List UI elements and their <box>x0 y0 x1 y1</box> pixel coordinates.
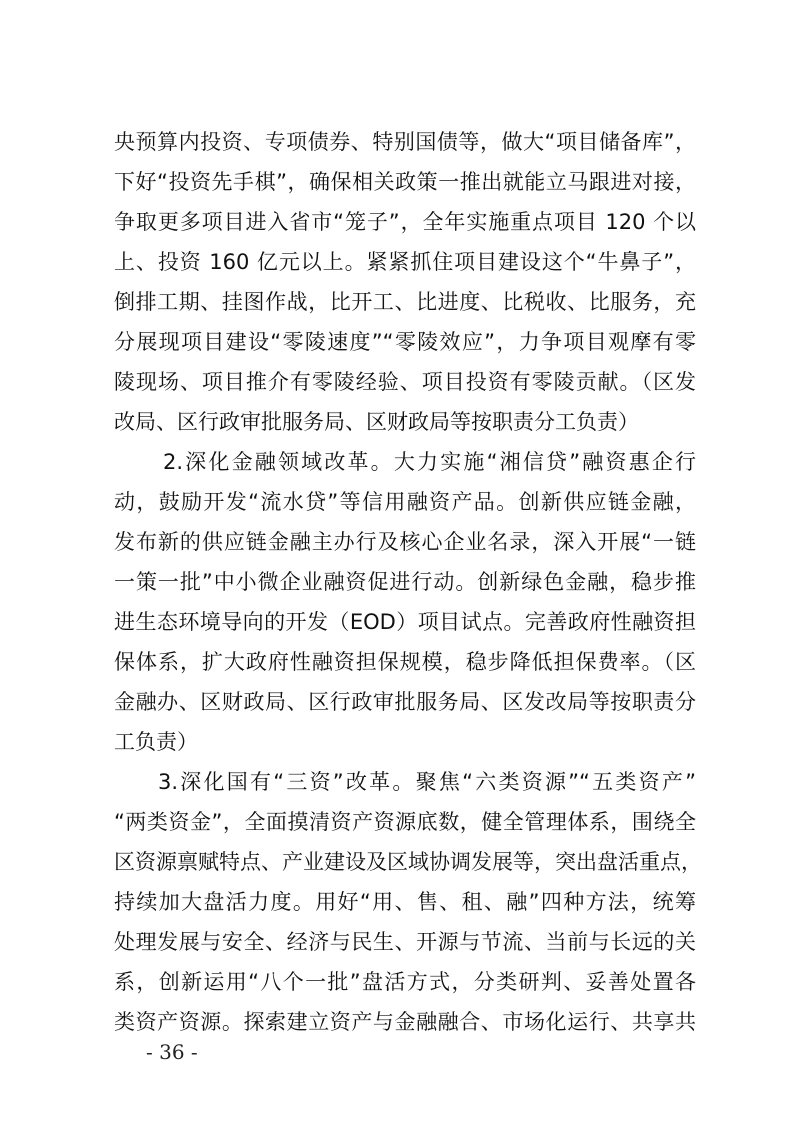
paragraph-line-16: 工负责） <box>114 730 198 754</box>
paragraph-line-8: 改局、区行政审批服务局、区财政局等按职责分工负责） <box>114 410 639 434</box>
paragraph-line-5: 倒排工期、挂图作战，比开工、比进度、比税收、比服务，充 <box>114 290 696 314</box>
paragraph-line-1: 央预算内投资、专项债券、特别国债等，做大“项目储备库”， <box>114 130 696 154</box>
paragraph-line-14: 保体系，扩大政府性融资担保规模，稳步降低担保费率。（区 <box>114 650 696 674</box>
paragraph-line-22: 系，创新运用“八个一批”盘活方式，分类研判、妥善处置各 <box>114 970 696 994</box>
section-2-heading-line: 2.深化金融领域改革。大力实施“湘信贷”融资惠企行 <box>163 450 696 474</box>
paragraph-line-21: 处理发展与安全、经济与民生、开源与节流、当前与长远的关 <box>114 930 696 954</box>
paragraph-line-13: 进生态环境导向的开发（EOD）项目试点。完善政府性融资担 <box>114 610 696 634</box>
paragraph-line-20: 持续加大盘活力度。用好“用、售、租、融”四种方法，统筹 <box>114 890 696 914</box>
paragraph-line-2: 下好“投资先手棋”，确保相关政策一推出就能立马跟进对接， <box>114 170 696 194</box>
paragraph-line-15: 金融办、区财政局、区行政审批服务局、区发改局等按职责分 <box>114 690 696 714</box>
paragraph-line-4: 上、投资 160 亿元以上。紧紧抓住项目建设这个“牛鼻子”， <box>114 250 696 274</box>
paragraph-line-19: 区资源禀赋特点、产业建设及区域协调发展等，突出盘活重点， <box>114 850 702 874</box>
paragraph-line-11: 发布新的供应链金融主办行及核心企业名录，深入开展“一链 <box>114 530 696 554</box>
paragraph-line-7: 陵现场、项目推介有零陵经验、项目投资有零陵贡献。（区发 <box>114 370 696 394</box>
section-3-heading-line: 3.深化国有“三资”改革。聚焦“六类资源”“五类资产” <box>158 770 696 794</box>
paragraph-line-6: 分展现项目建设“零陵速度”“零陵效应”，力争项目观摩有零 <box>114 330 696 354</box>
page-number: - 36 - <box>146 1040 198 1064</box>
paragraph-line-23: 类资产资源。探索建立资产与金融融合、市场化运行、共享共 <box>114 1010 696 1034</box>
paragraph-line-12: 一策一批”中小微企业融资促进行动。创新绿色金融，稳步推 <box>114 570 696 594</box>
paragraph-line-10: 动，鼓励开发“流水贷”等信用融资产品。创新供应链金融， <box>114 490 696 514</box>
paragraph-line-3: 争取更多项目进入省市“笼子”，全年实施重点项目 120 个以 <box>114 210 696 234</box>
paragraph-line-18: “两类资金”，全面摸清资产资源底数，健全管理体系，围绕全 <box>114 810 696 834</box>
